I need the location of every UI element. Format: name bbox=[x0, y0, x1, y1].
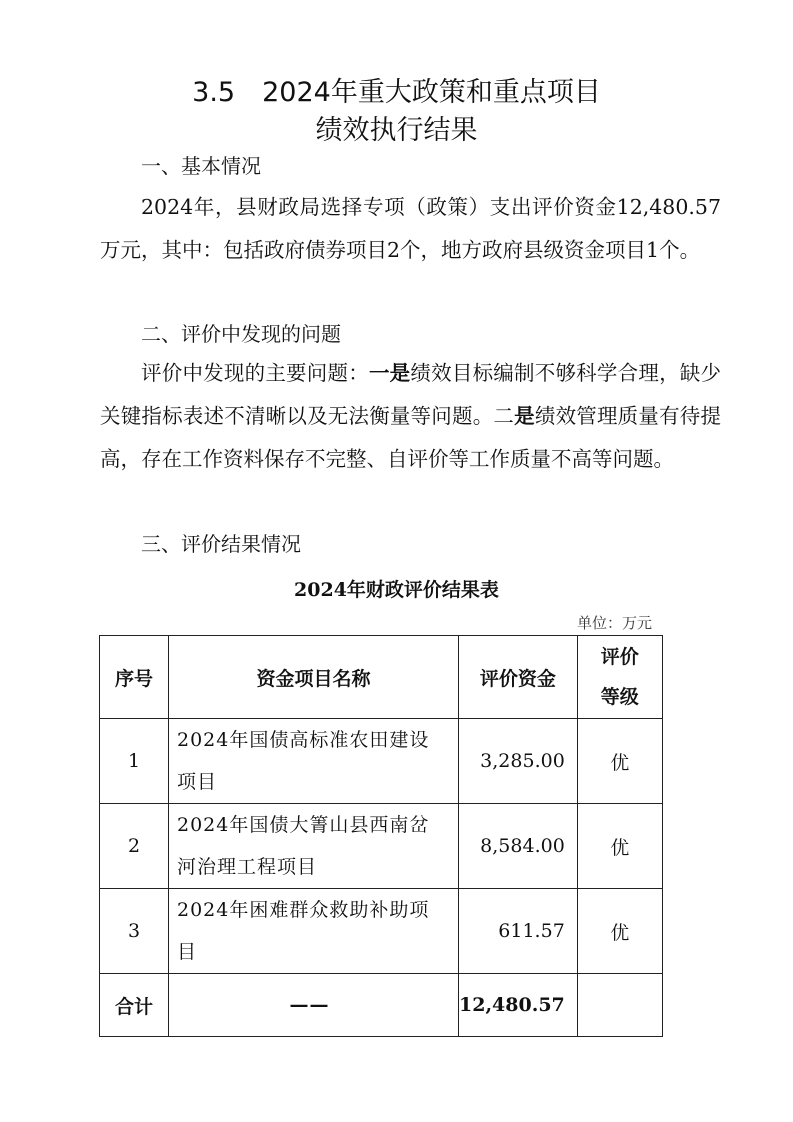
cell-grade: 优 bbox=[577, 719, 662, 804]
cell-amount: 611.57 bbox=[459, 889, 578, 974]
cell-no: 1 bbox=[100, 719, 169, 804]
text: 评价中发现的主要问题： bbox=[141, 361, 369, 385]
cell-grade: 优 bbox=[577, 889, 662, 974]
page-title: 3.5 2024年重大政策和重点项目 bbox=[192, 77, 601, 108]
total-amount: 12,480.57 bbox=[459, 974, 578, 1037]
total-label: 合计 bbox=[100, 974, 169, 1037]
table-row bbox=[100, 889, 663, 974]
table-header-row bbox=[100, 636, 663, 719]
text: 绩效管理质量有待提高，存在工作资料保存不完整、自评价等工作质量不高等问题。 bbox=[100, 404, 722, 471]
total-grade bbox=[577, 974, 662, 1037]
header-amount: 评价资金 bbox=[459, 636, 578, 719]
text: 绩效目标编制不够科学合理，缺少关键指标表述不清晰以及无法衡量等问题。二 bbox=[100, 361, 722, 428]
header-name: 资金项目名称 bbox=[169, 636, 459, 719]
cell-grade: 优 bbox=[577, 804, 662, 889]
section-heading-1: 一、基本情况 bbox=[141, 154, 261, 178]
cell-name: 2024年国债大箐山县西南岔河治理工程项目 bbox=[169, 804, 459, 889]
total-name: —— bbox=[169, 974, 459, 1037]
section-paragraph-2 bbox=[100, 352, 721, 481]
table-row bbox=[100, 719, 663, 804]
emphasis: 是 bbox=[514, 404, 535, 428]
header-no: 序号 bbox=[100, 636, 169, 719]
results-table bbox=[99, 635, 663, 1037]
table-row bbox=[100, 804, 663, 889]
page-subtitle: 绩效执行结果 bbox=[315, 115, 478, 146]
cell-amount: 8,584.00 bbox=[459, 804, 578, 889]
cell-no: 3 bbox=[100, 889, 169, 974]
header-grade bbox=[577, 636, 662, 719]
section-heading-3: 三、评价结果情况 bbox=[141, 532, 301, 556]
table-total-row bbox=[100, 974, 663, 1037]
cell-name: 2024年国债高标准农田建设项目 bbox=[169, 719, 459, 804]
cell-amount: 3,285.00 bbox=[459, 719, 578, 804]
cell-name: 2024年困难群众救助补助项目 bbox=[169, 889, 459, 974]
table-title: 2024年财政评价结果表 bbox=[294, 579, 499, 601]
table-unit: 单位：万元 bbox=[576, 614, 652, 632]
cell-no: 2 bbox=[100, 804, 169, 889]
header-grade-line1: 评价 bbox=[600, 646, 639, 668]
header-grade-line2: 等级 bbox=[600, 686, 639, 708]
emphasis: 一是 bbox=[368, 361, 411, 385]
section-paragraph-1: 2024年，县财政局选择专项（政策）支出评价资金12,480.57万元，其中：包括政府债券项目2个，地方政府县级资金项目1个。 bbox=[100, 195, 721, 262]
section-heading-2: 二、评价中发现的问题 bbox=[141, 322, 341, 346]
